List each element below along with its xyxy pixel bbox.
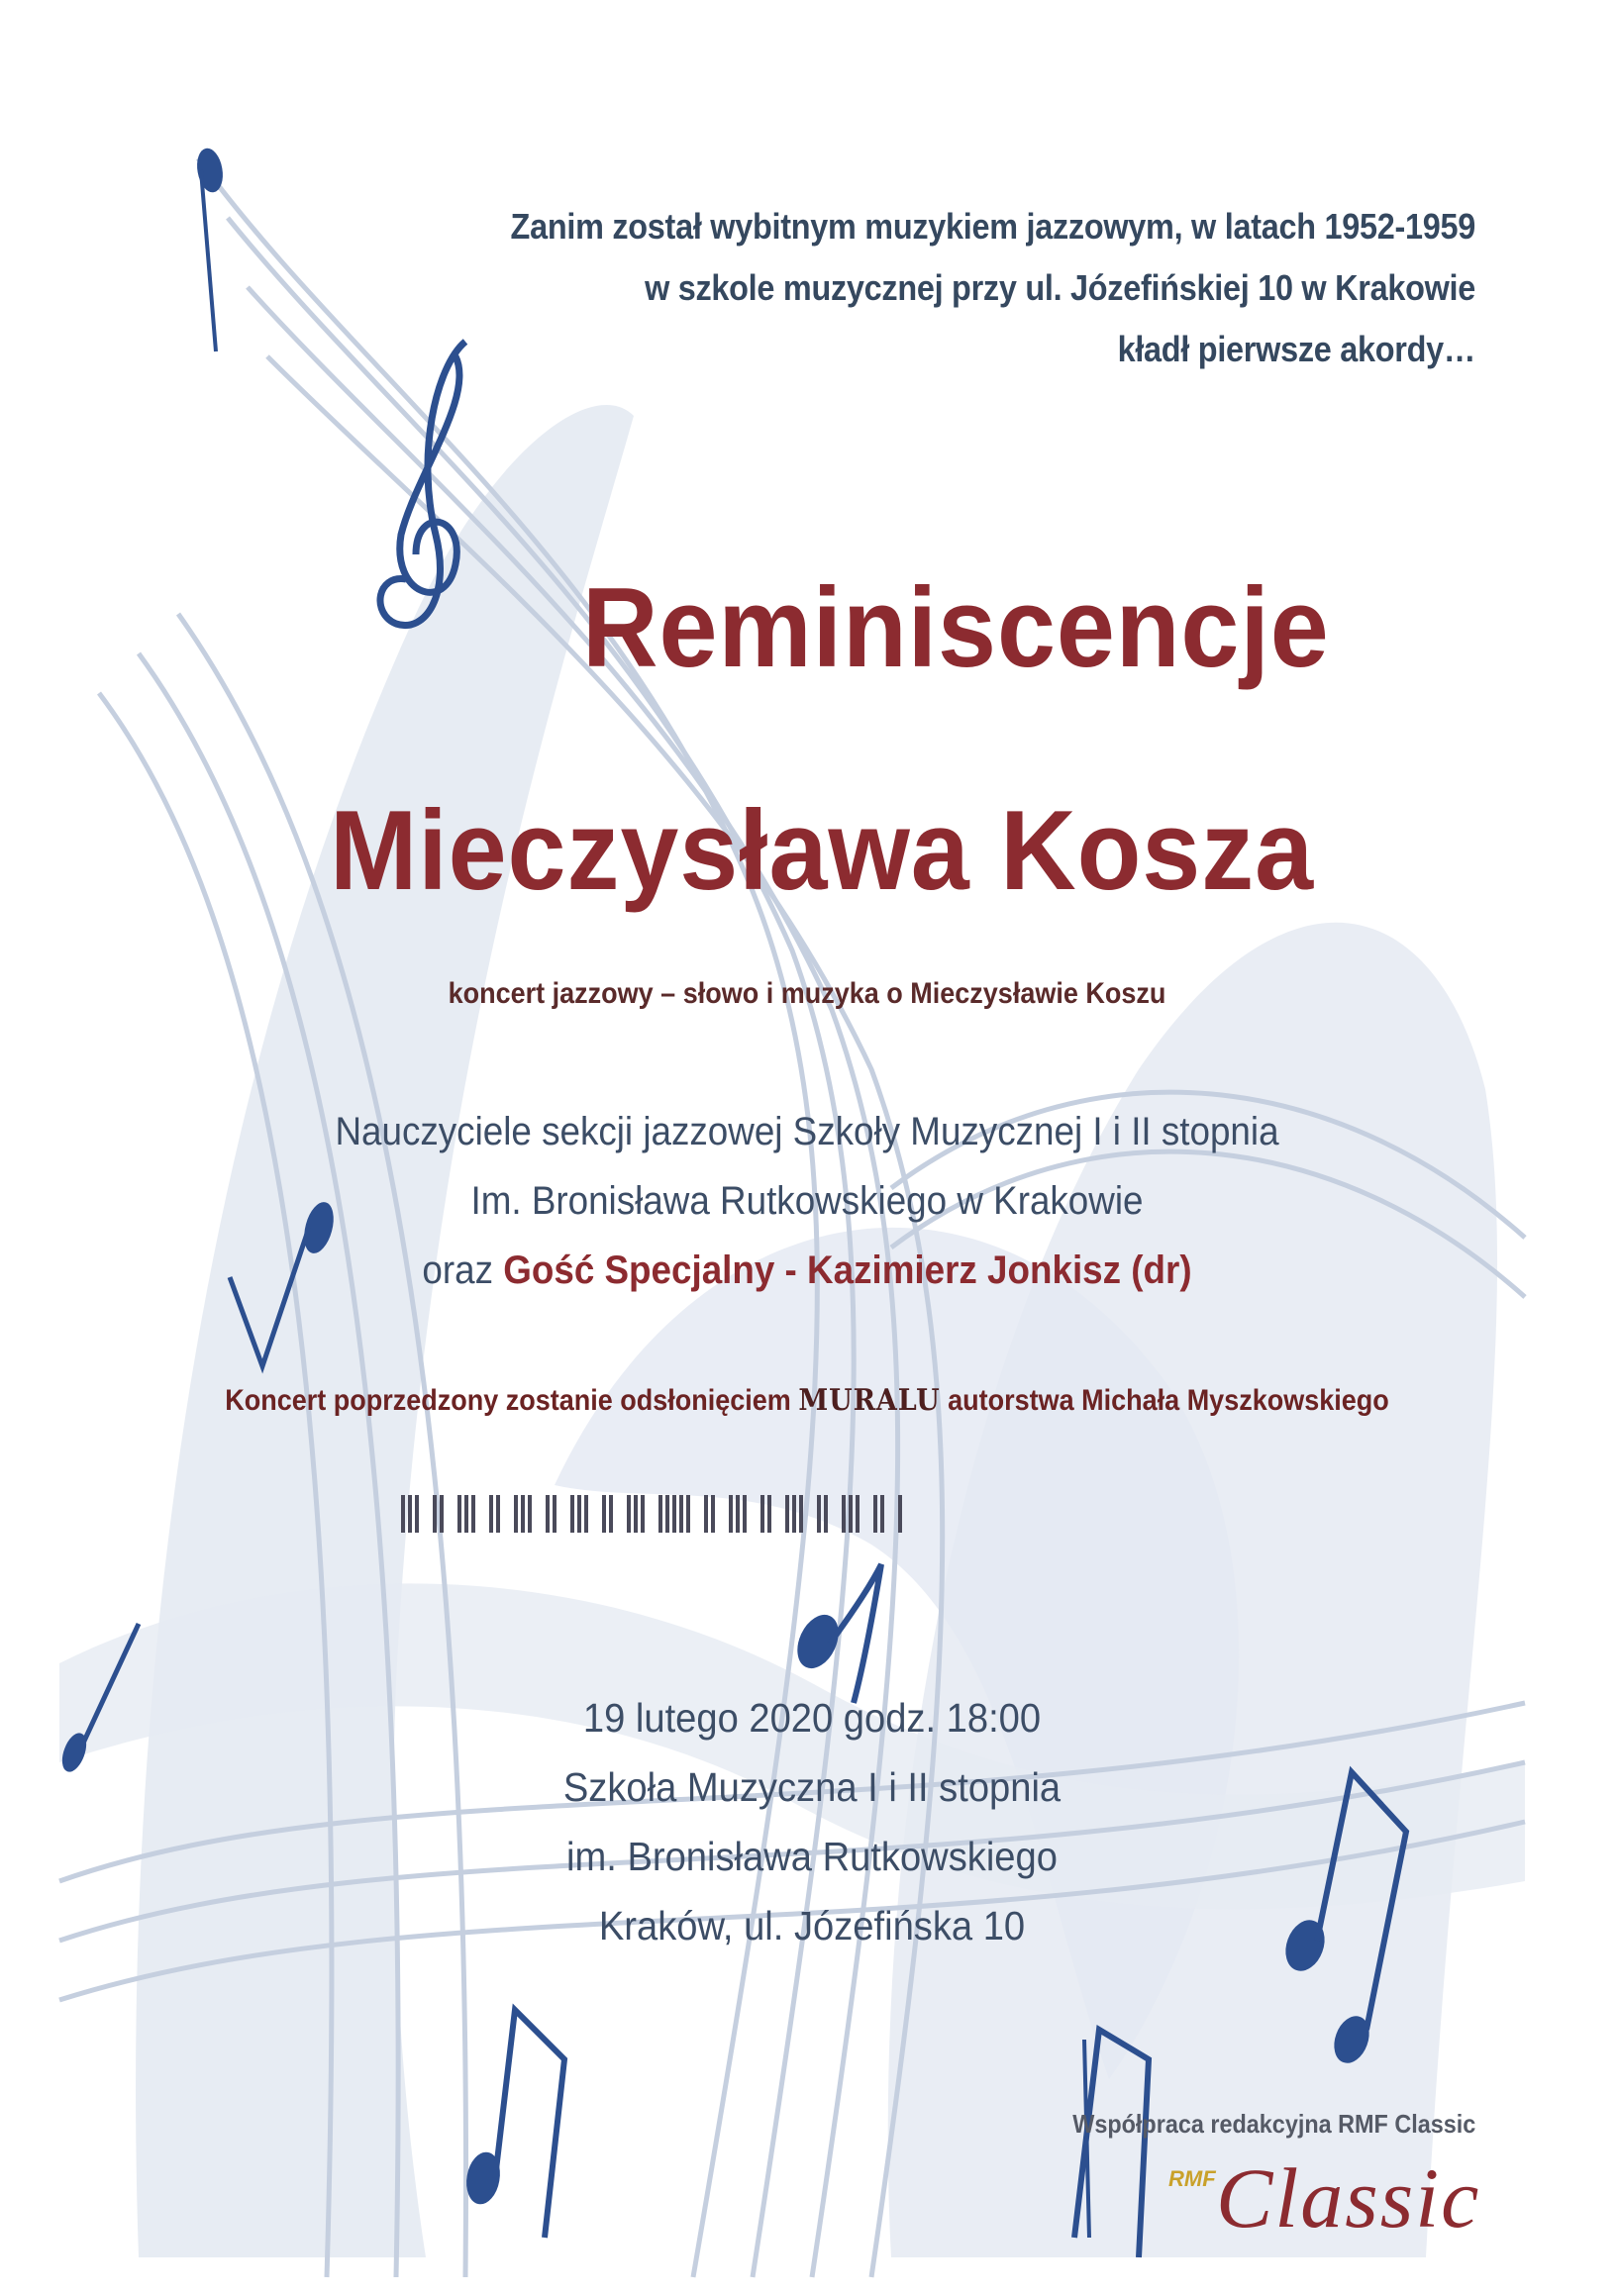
divider-bar	[546, 1495, 550, 1533]
event-date-time: 19 lutego 2020 godz. 18:00	[582, 1695, 1042, 1741]
divider-bar	[464, 1495, 468, 1533]
bar-group	[729, 1495, 747, 1533]
divider-bar	[570, 1495, 574, 1533]
bar-group	[627, 1495, 645, 1533]
bar-group	[842, 1495, 860, 1533]
bar-group	[546, 1495, 557, 1533]
event-venue-line-2: im. Bronisława Rutkowskiego	[566, 1834, 1058, 1879]
bar-group	[489, 1495, 500, 1533]
rmf-logo-badge: RMF	[1168, 2166, 1216, 2191]
divider-bar	[433, 1495, 437, 1533]
partner-label: Współpraca redakcyjna RMF Classic	[1071, 2109, 1475, 2139]
bar-group	[658, 1495, 690, 1533]
poster-title-line-1: Reminiscencje	[582, 565, 1330, 691]
divider-bar	[686, 1495, 690, 1533]
bar-group	[433, 1495, 444, 1533]
divider-bar	[767, 1495, 771, 1533]
divider-bar	[489, 1495, 493, 1533]
divider-bar	[729, 1495, 733, 1533]
divider-bar	[792, 1495, 796, 1533]
intro-line: Zanim został wybitnym muzykiem jazzowym, w latach 1952-1959	[510, 206, 1475, 247]
divider-bar	[898, 1495, 902, 1533]
divider-bar	[672, 1495, 676, 1533]
event-address: Kraków, ul. Józefińska 10	[598, 1903, 1026, 1948]
bar-group	[898, 1495, 902, 1533]
mural-text-before: Koncert poprzedzony zostanie odsłonięciem	[225, 1384, 791, 1417]
divider-bar	[849, 1495, 853, 1533]
bar-group	[704, 1495, 715, 1533]
divider-bar	[471, 1495, 475, 1533]
divider-bar	[824, 1495, 828, 1533]
divider-bar	[627, 1495, 631, 1533]
divider-bar	[415, 1495, 419, 1533]
bar-group	[785, 1495, 803, 1533]
intro-line: w szkole muzycznej przy ul. Józefińskiej 10 w Krakowie	[645, 267, 1475, 308]
divider-bar	[553, 1495, 557, 1533]
special-guest: Gość Specjalny - Kazimierz Jonkisz (dr)	[503, 1248, 1192, 1292]
divider-bar	[602, 1495, 606, 1533]
intro-text	[495, 196, 1475, 380]
bar-group	[457, 1495, 475, 1533]
guest-prefix: oraz	[422, 1248, 494, 1292]
bar-group	[602, 1495, 613, 1533]
bar-group	[873, 1495, 884, 1533]
divider-bar	[584, 1495, 588, 1533]
divider-bar	[528, 1495, 532, 1533]
intro-line: kładł pierwsze akordy…	[1117, 329, 1475, 369]
divider-bar	[457, 1495, 461, 1533]
divider-bar	[634, 1495, 638, 1533]
divider-bar	[880, 1495, 884, 1533]
divider-bar	[743, 1495, 747, 1533]
divider-bar	[609, 1495, 613, 1533]
performers-line: Nauczyciele sekcji jazzowej Szkoły Muzycznej I i II stopnia	[335, 1110, 1279, 1153]
divider-bar	[711, 1495, 715, 1533]
divider-bar	[440, 1495, 444, 1533]
rmf-classic-logo: Classic	[1216, 2150, 1481, 2246]
divider-bar	[679, 1495, 683, 1533]
divider-bar	[856, 1495, 860, 1533]
background-swirl	[136, 405, 634, 2257]
divider-bar	[641, 1495, 645, 1533]
divider-bar	[514, 1495, 518, 1533]
event-details	[444, 1683, 1180, 1960]
decorative-bar-divider	[401, 1495, 1223, 1533]
performers-line: Im. Bronisława Rutkowskiego w Krakowie	[470, 1179, 1144, 1223]
divider-bar	[873, 1495, 877, 1533]
mural-text-after: autorstwa Michała Myszkowskiego	[948, 1384, 1389, 1417]
bar-group	[570, 1495, 588, 1533]
mural-highlight: MURALU	[798, 1383, 941, 1418]
divider-bar	[736, 1495, 740, 1533]
divider-bar	[401, 1495, 405, 1533]
divider-bar	[577, 1495, 581, 1533]
bar-group	[401, 1495, 419, 1533]
bar-group	[514, 1495, 532, 1533]
poster-title-line-2: Mieczysława Kosza	[329, 788, 1314, 914]
divider-bar	[521, 1495, 525, 1533]
event-venue-line-1: Szkoła Muzyczna I i II stopnia	[562, 1764, 1062, 1810]
divider-bar	[704, 1495, 708, 1533]
mural-announcement	[215, 1381, 1400, 1421]
divider-bar	[408, 1495, 412, 1533]
performers-guest-line	[283, 1236, 1331, 1305]
divider-bar	[658, 1495, 662, 1533]
divider-bar	[785, 1495, 789, 1533]
performers-block	[283, 1097, 1331, 1305]
concert-subtitle: koncert jazzowy – słowo i muzyka o Mieczysławie Koszu	[448, 977, 1166, 1010]
divider-bar	[496, 1495, 500, 1533]
divider-bar	[760, 1495, 764, 1533]
divider-bar	[665, 1495, 669, 1533]
divider-bar	[799, 1495, 803, 1533]
divider-bar	[842, 1495, 846, 1533]
bar-group	[760, 1495, 771, 1533]
bar-group	[817, 1495, 828, 1533]
divider-bar	[817, 1495, 821, 1533]
